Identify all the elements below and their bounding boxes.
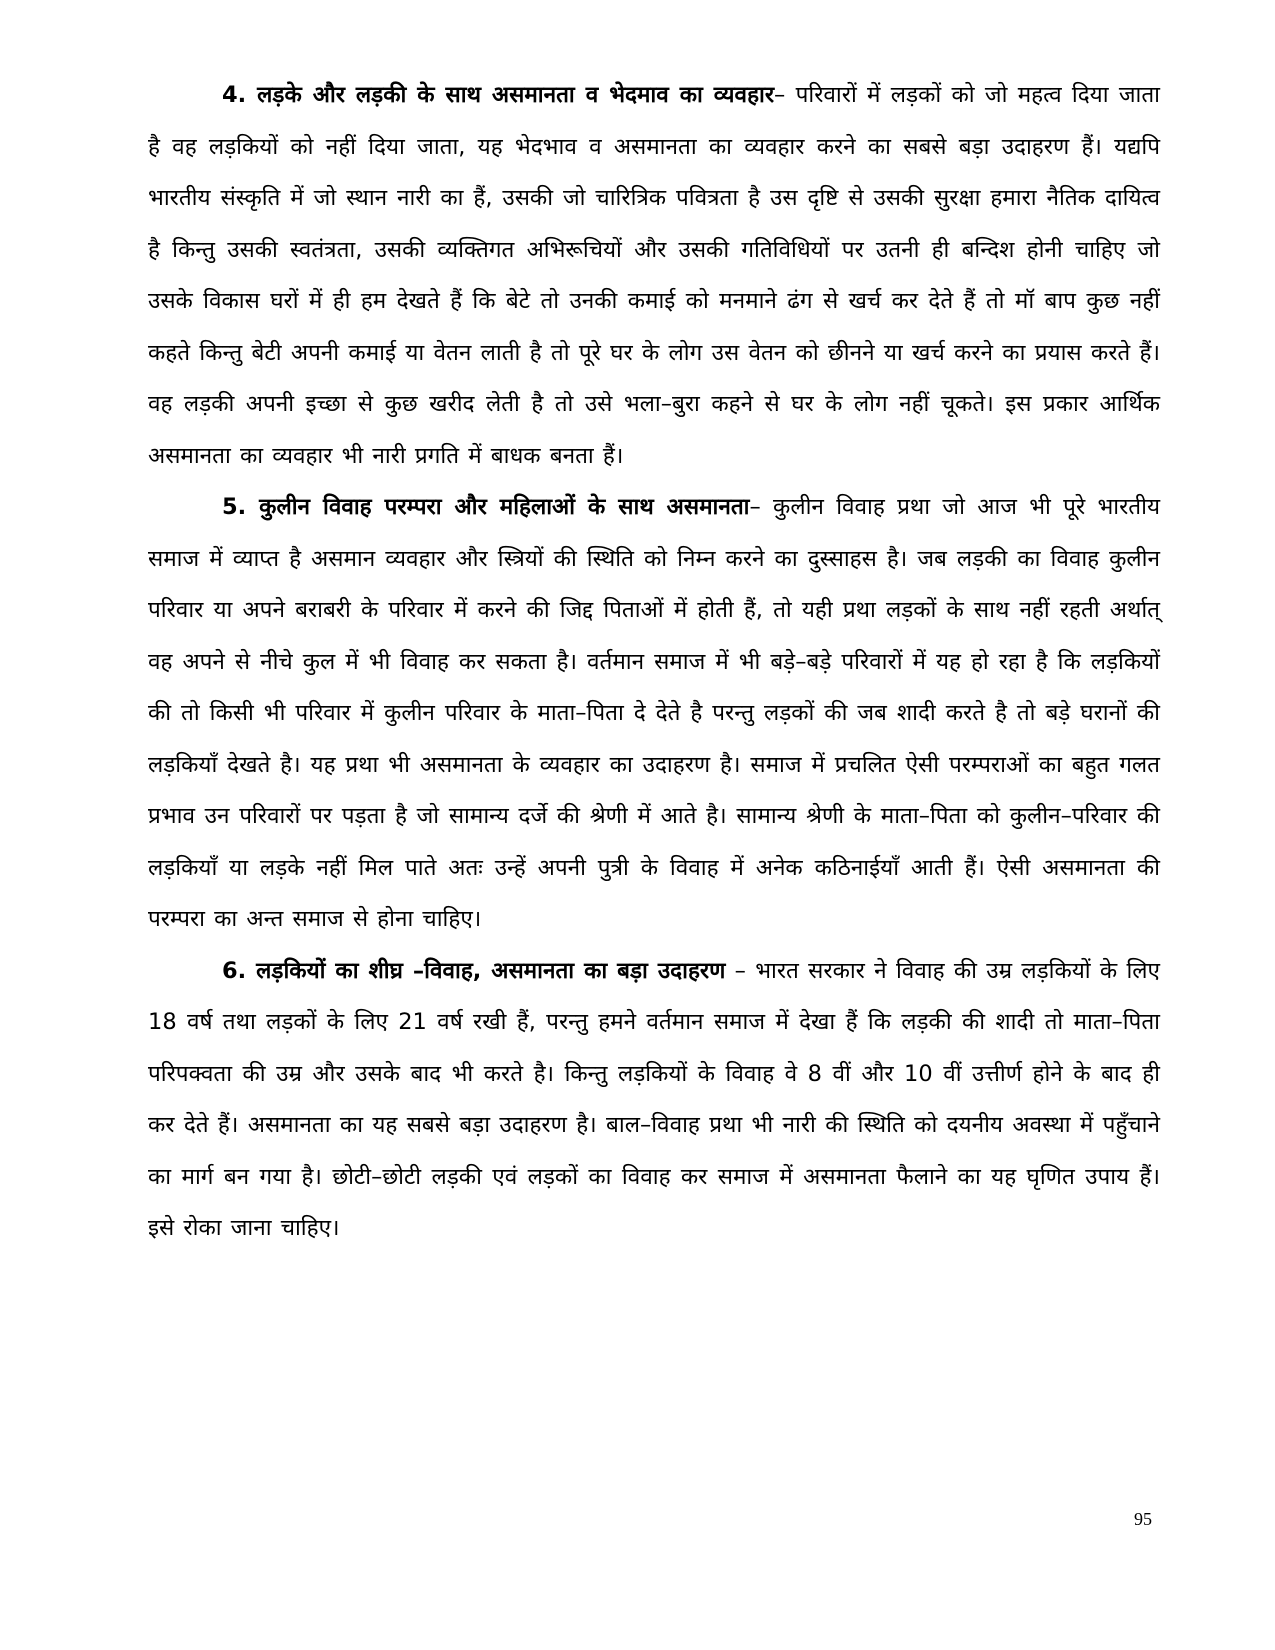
- paragraph-4-text: – परिवारों में लड़कों को जो महत्व दिया जाता है वह लड़कियों को नहीं दिया जाता, यह भेदभाव व असमानता का व्यवहार करने का सबसे बड़ा उदाहरण हैं। यद्यपि भारतीय संस्कृति में जो स्थान नारी का हैं, उसकी जो चारित्रिक पवित्रता है उस दृष्टि से उसकी सुरक्षा हमारा नैतिक दायित्व है किन्तु उसकी स्वतंत्रता, उसकी व्यक्तिगत अभिरूचियों और उसकी गतिविधियों पर उतनी ही बन्दिश होनी चाहिए जो उसके विकास घरों में ही हम देखते हैं कि बेटे तो उनकी कमाई को मनमाने ढंग से खर्च कर देते हैं तो मॉ बाप कुछ नहीं कहते किन्तु बेटी अपनी कमाई या वेतन लाती है तो पूरे घर के लोग उस वेतन को छीनने या खर्च करने का प्रयास करते हैं। वह लड़की अपनी इच्छा से कुछ खरीद लेती है तो उसे भला–बुरा कहने से घर के लोग नहीं चूकते। इस प्रकार आर्थिक असमानता का व्यवहार भी नारी प्रगति में बाधक बनता हैं।: [148, 82, 1160, 469]
- paragraph-5-text: – कुलीन विवाह प्रथा जो आज भी पूरे भारतीय समाज में व्याप्त है असमान व्यवहार और स्त्रियों की स्थिति को निम्न करने का दुस्साहस है। जब लड़की का विवाह कुलीन परिवार या अपने बराबरी के परिवार में करने की जिद्द पिताओं में होती हैं, तो यही प्रथा लड़कों के साथ नहीं रहती अर्थात् वह अपने से नीचे कुल में भी विवाह कर सकता है। वर्तमान समाज में भी बड़े–बड़े परिवारों में यह हो रहा है कि लड़कियों की तो किसी भी परिवार में कुलीन परिवार के माता–पिता दे देते है परन्तु लड़कों की जब शादी करते है तो बड़े घरानों की लड़कियाँ देखते है। यह प्रथा भी असमानता के व्यवहार का उदाहरण है। समाज में प्रचलित ऐसी परम्पराओं का बहुत गलत प्रभाव उन परिवारों पर पड़ता है जो सामान्य दर्जे की श्रेणी में आते है। सामान्य श्रेणी के माता–पिता को कुलीन–परिवार की लड़कियाँ या लड़के नहीं मिल पाते अतः उन्हें अपनी पुत्री के विवाह में अनेक कठिनाईयाँ आती हैं। ऐसी असमानता की परम्परा का अन्त समाज से होना चाहिए।: [148, 494, 1161, 932]
- paragraph-4: [148, 70, 1160, 482]
- paragraph-6: [148, 946, 1160, 1255]
- page-number: 95: [1134, 1509, 1152, 1529]
- paragraph-4-heading: 4. लड़के और लड़की के साथ असमानता व भेदमाव का व्यवहार: [222, 82, 775, 108]
- paragraph-6-heading: 6. लड़कियों का शीघ्र –विवाह, असमानता का बड़ा उदाहरण: [222, 957, 726, 984]
- paragraph-5: [148, 482, 1160, 946]
- page-body: [148, 70, 1160, 1255]
- paragraph-5-heading: 5. कुलीन विवाह परम्परा और महिलाओं के साथ असमानता: [222, 494, 750, 520]
- paragraph-6-text: – भारत सरकार ने विवाह की उम्र लड़कियों के लिए 18 वर्ष तथा लड़कों के लिए 21 वर्ष रखी हैं, परन्तु हमने वर्तमान समाज में देखा हैं कि लड़की की शादी तो माता–पिता परिपक्वता की उम्र और उसके बाद भी करते है। किन्तु लड़कियों के विवाह वे 8 वीं और 10 वीं उत्तीर्ण होने के बाद ही कर देते हैं। असमानता का यह सबसे बड़ा उदाहरण है। बाल–विवाह प्रथा भी नारी की स्थिति को दयनीय अवस्था में पहुँचाने का मार्ग बन गया है। छोटी–छोटी लड़की एवं लड़कों का विवाह कर समाज में असमानता फैलाने का यह घृणित उपाय हैं। इसे रोका जाना चाहिए।: [148, 957, 1160, 1241]
